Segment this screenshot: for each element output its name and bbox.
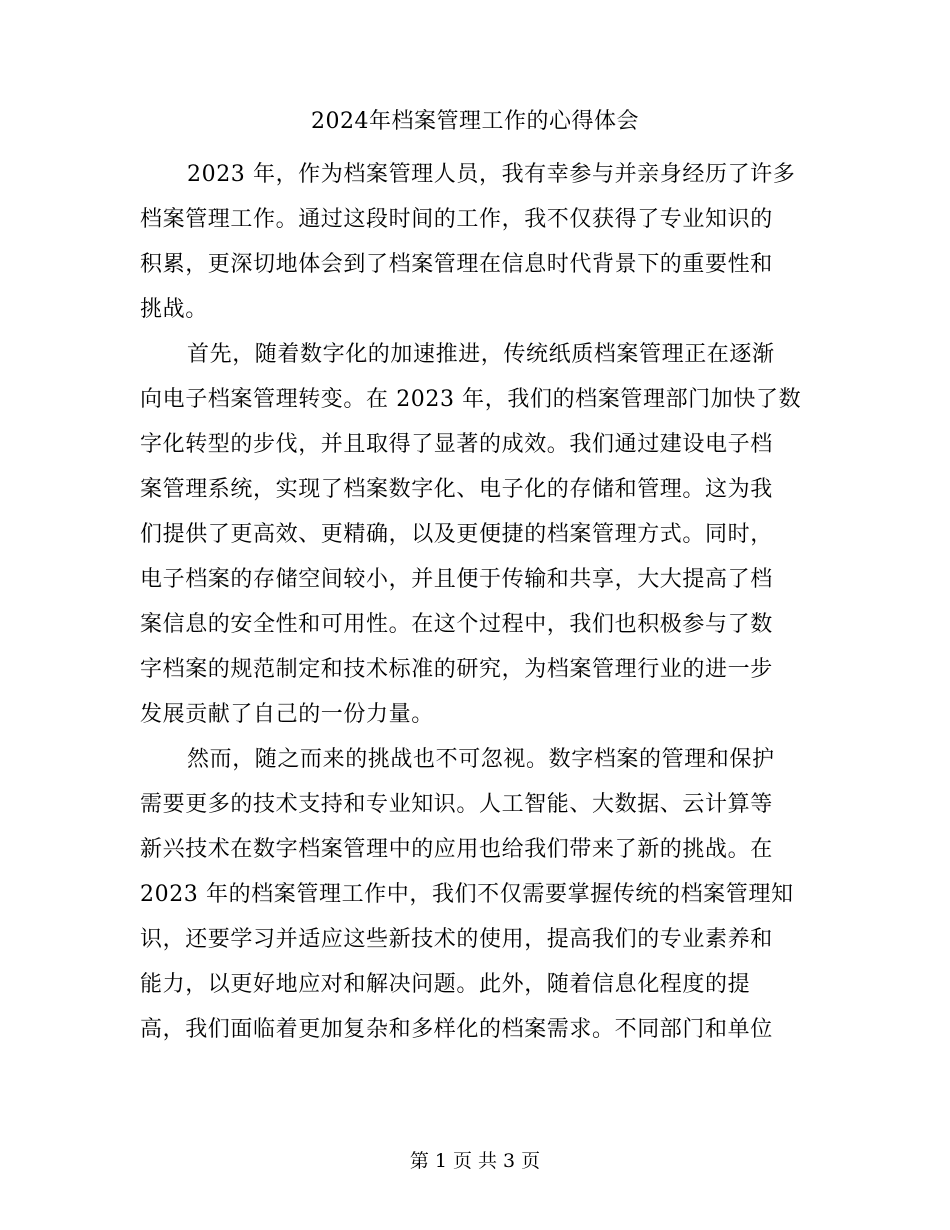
text-line: 字化转型的步伐，并且取得了显著的成效。我们通过建设电子档: [140, 432, 773, 457]
text-line: 然而，随之而来的挑战也不可忽视。数字档案的管理和保护: [187, 747, 775, 772]
text-line: 识，还要学习并适应这些新技术的使用，提高我们的专业素养和: [140, 927, 773, 952]
paragraph: [140, 152, 820, 332]
text-line: 首先，随着数字化的加速推进，传统纸质档案管理正在逐渐: [187, 342, 775, 367]
text-line: 字档案的规范制定和技术标准的研究，为档案管理行业的进一步: [140, 657, 773, 682]
text-line: 新兴技术在数字档案管理中的应用也给我们带来了新的挑战。在: [140, 837, 773, 862]
page-number-footer: 第 1 页 共 3 页: [409, 1150, 541, 1172]
text-line: 需要更多的技术支持和专业知识。人工智能、大数据、云计算等: [140, 792, 773, 817]
text-line: 高，我们面临着更加复杂和多样化的档案需求。不同部门和单位: [140, 1017, 773, 1042]
text-line: 挑战。: [140, 297, 208, 322]
text-line: 发展贡献了自己的一份力量。: [140, 702, 434, 727]
text-line: 能力，以更好地应对和解决问题。此外，随着信息化程度的提: [140, 972, 751, 997]
text-line: 电子档案的存储空间较小，并且便于传输和共享，大大提高了档: [140, 567, 773, 592]
document-title: 2024年档案管理工作的心得体会: [311, 109, 639, 134]
paragraph: [140, 332, 820, 737]
text-line: 档案管理工作。通过这段时间的工作，我不仅获得了专业知识的: [140, 207, 773, 232]
text-line: 2023 年的档案管理工作中，我们不仅需要掌握传统的档案管理知: [140, 882, 794, 907]
text-line: 积累，更深切地体会到了档案管理在信息时代背景下的重要性和: [140, 252, 773, 277]
text-line: 们提供了更高效、更精确，以及更便捷的档案管理方式。同时，: [140, 522, 773, 547]
text-line: 案管理系统，实现了档案数字化、电子化的存储和管理。这为我: [140, 477, 773, 502]
text-line: 2023 年，作为档案管理人员，我有幸参与并亲身经历了许多: [187, 162, 796, 187]
text-line: 案信息的安全性和可用性。在这个过程中，我们也积极参与了数: [140, 612, 773, 637]
paragraph: [140, 737, 820, 1052]
document-body: [140, 152, 820, 1052]
text-line: 向电子档案管理转变。在 2023 年，我们的档案管理部门加快了数: [140, 387, 802, 412]
